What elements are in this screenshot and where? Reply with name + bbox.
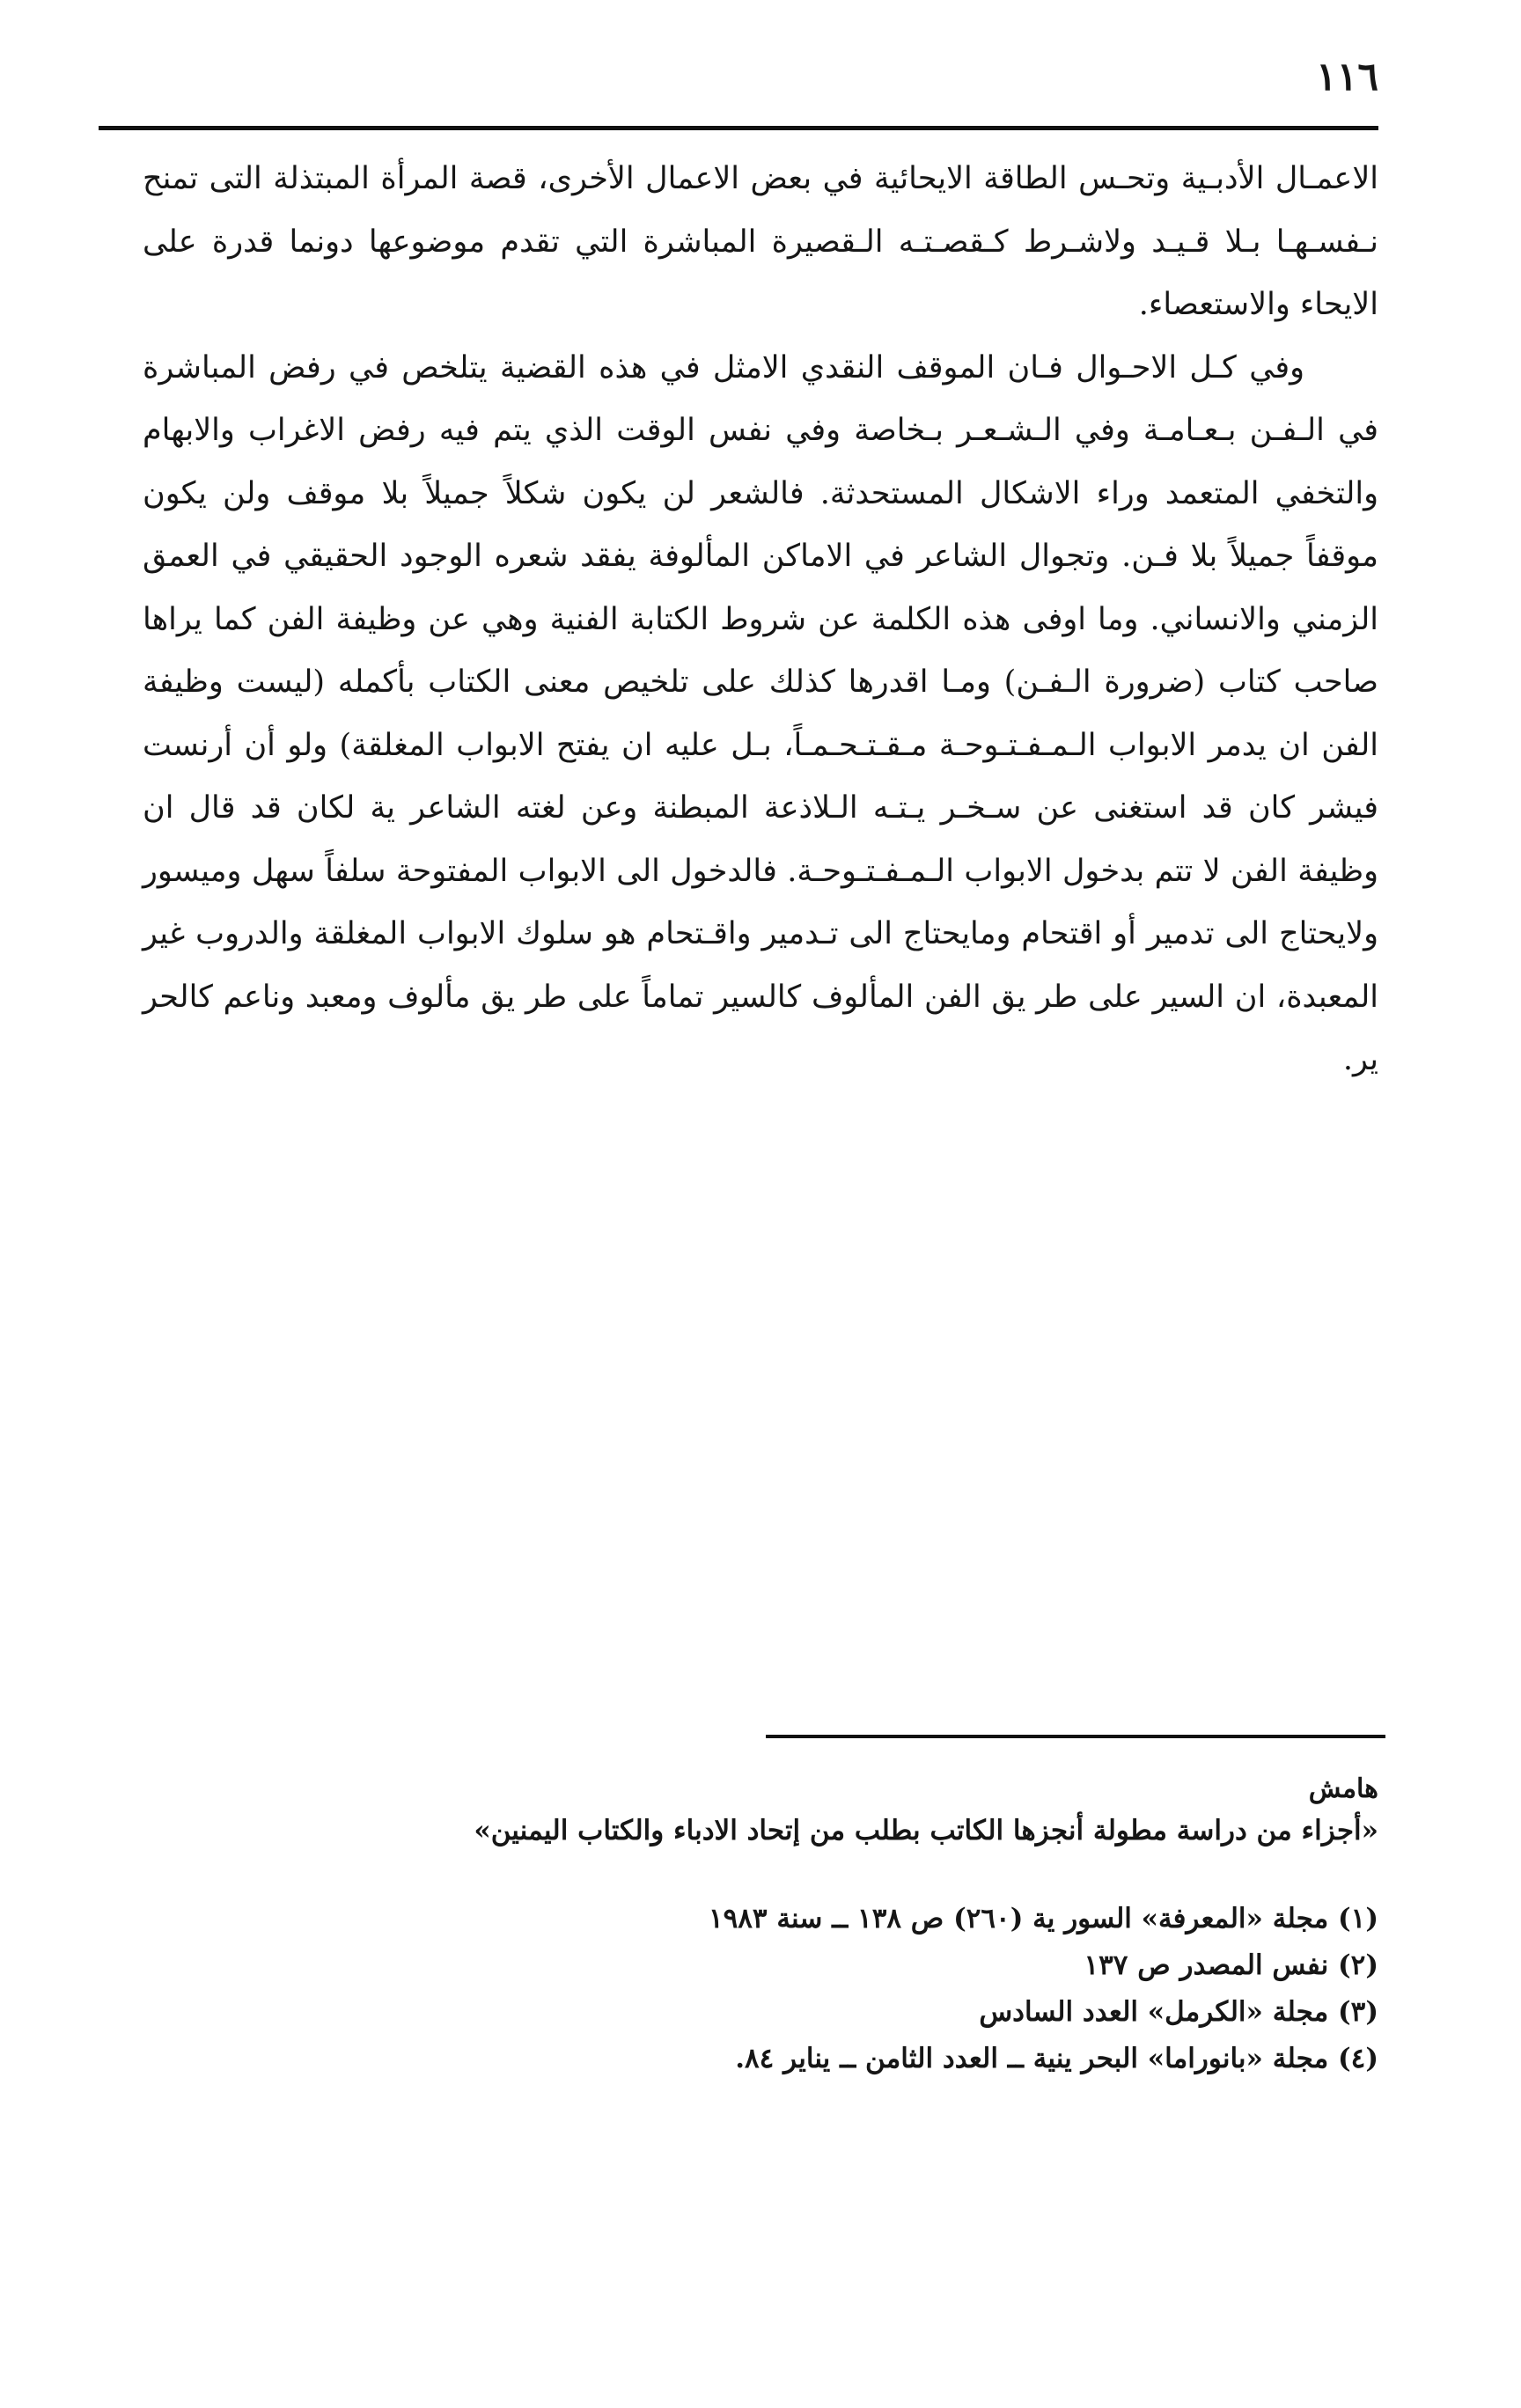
footnote-item: (٢) نفس المصدر ص ١٣٧: [1084, 1949, 1378, 1981]
footnote-item: (١) مجلة «المعرفة» السور ية (٢٦٠) ص ١٣٨ ــ سنة ١٩٨٣: [708, 1903, 1378, 1934]
footnote-item: (٤) مجلة «بانوراما» البحر ينية ــ العدد الثامن ــ يناير ٨٤.: [735, 2043, 1378, 2074]
footnote-item: (٣) مجلة «الكرمل» العدد السادس: [979, 1996, 1378, 2028]
header-rule: [99, 126, 1378, 130]
body-paragraph: الاعمـال الأدبـية وتحـس الطاقة الايحائية في بعض الاعمال الأخرى، قصة المرأة المبتذلة التى تمنح نـفسـهـا بـلا قـيـد ولاشـرط كـقصـتـه الـقصيرة المباشرة التي تقدم موضوعها دونما قدرة على الايحاء والاستعصاء.: [143, 161, 1378, 322]
footnote-source-note: «أجزاء من دراسة مطولة أنجزها الكاتب بطلب من إتحاد الادباء والكتاب اليمنين»: [474, 1815, 1378, 1846]
body-text: [143, 148, 1378, 1092]
footnote-rule: [766, 1735, 1385, 1738]
body-paragraph: وفي كـل الاحـوال فـان الموقف النقدي الامثل في هذه القضية يتلخص في رفض المباشرة في الـفـن بـعـامـة وفي الـشـعـر بـخاصة وفي نفس الوقت الذي يتم فيه رفض الاغراب والابهام والتخفي المتعمد وراء الاشكال المستحدثة. فالشعر لن يكون شكلاً جميلاً بلا موقف ولن يكون موقفاً جميلاً بلا فـن. وتجوال الشاعر في الاماكن المألوفة يفقد شعره الوجود الحقيقي في العمق الزمني والانساني. وما اوفى هذه الكلمة عن شروط الكتابة الفنية وهي عن وظيفة الفن كما يراها صاحب كتاب (ضرورة الـفـن) ومـا اقدرها كذلك على تلخيص معنى الكتاب بأكمله (ليست وظيفة الفن ان يدمر الابواب الـمـفـتـوحـة مـقـتـحـمـاً، بـل عليه ان يفتح الابواب المغلقة) ولو أن أرنست فيشر كان قد استغنى عن سـخـر يـتـه الـلاذعة المبطنة وعن لغته الشاعر ية لكان قد قال ان وظيفة الفن لا تتم بدخول الابواب الـمـفـتـوحـة. فالدخول الى الابواب المفتوحة سلفاً سهل وميسور ولايحتاج الى تدمير أو اقتحام ومايحتاج الى تـدمير واقـتحام هو سلوك الابواب المغلقة والدروب غير المعبدة، ان السير على طر يق الفن المألوف كالسير تماماً على طر يق مألوف ومعبد وناعم كالحر ير.: [143, 349, 1378, 1077]
page-number: ١١٦: [1316, 55, 1378, 99]
footnote-heading: هامش: [1308, 1773, 1378, 1804]
footnote-list: [709, 1896, 1378, 2082]
